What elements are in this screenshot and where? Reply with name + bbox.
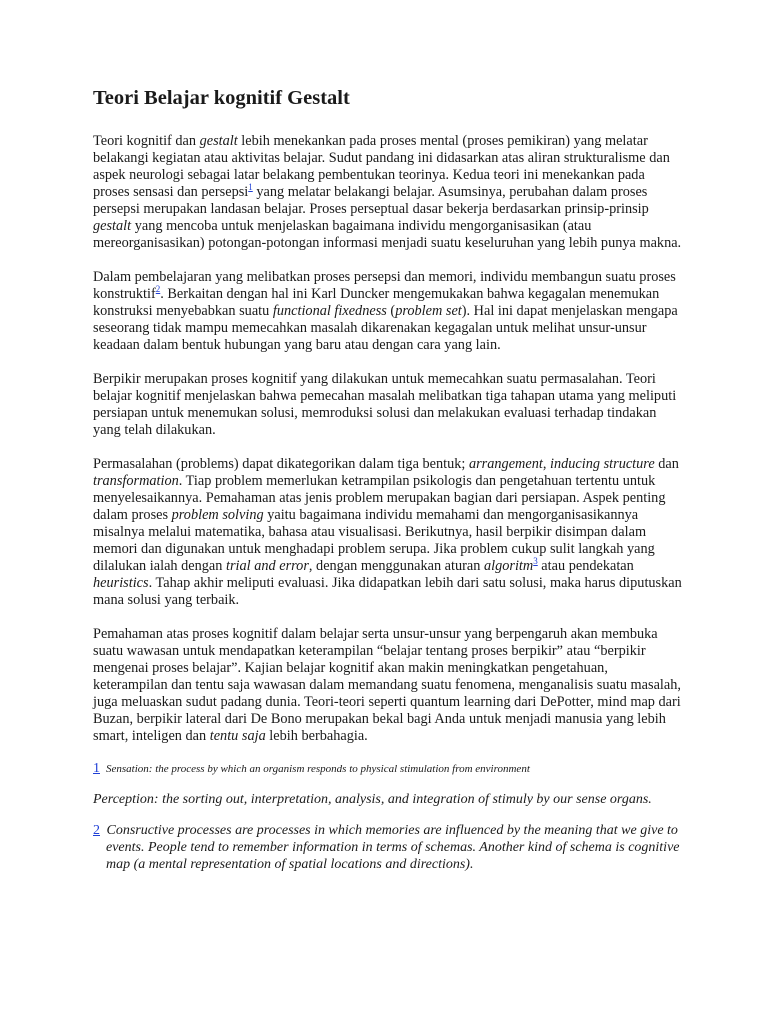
text: lebih menekankan pada proses mental (proses pemikiran) yang melatar belakangi kegiatan atau aktivitas belajar. Sudut pandang ini didasarkan atas aliran strukturalisme dan aspek neurologi sebagai latar belakang pembentukan teorinya. Kedua teori ini menekankan pada proses sensasi dan persepsi	[93, 132, 670, 200]
footnote-1-number[interactable]: 1	[93, 760, 100, 776]
text: yang melatar belakangi belajar. Asumsinya, perubahan dalam proses persepsi merupakan landasan belajar. Proses perseptual dasar bekerja berdasarkan prinsip-prinsip	[93, 183, 649, 217]
text: Permasalahan (problems) dapat dikategorikan dalam tiga bentuk;	[93, 455, 469, 472]
paragraph-2	[93, 269, 683, 354]
text: , dengan menggunakan aturan	[308, 557, 484, 574]
paragraph-5	[93, 626, 683, 745]
paragraph-3: Berpikir merupakan proses kognitif yang dilakukan untuk memecahkan suatu permasalahan. Teori belajar kognitif menjelaskan bahwa pemecahan masalah melibatkan tiga tahapan utama yang meliputi persiapan untuk menemukan solusi, memroduksi solusi dan melakukan evaluasi terhadap tindakan yang telah dilakukan.	[93, 370, 677, 438]
italic-text: transformation	[93, 472, 179, 489]
footnote-link[interactable]: 3	[533, 555, 538, 566]
footnote-2	[93, 822, 683, 873]
footnote-2-number[interactable]: 2	[93, 822, 100, 838]
italic-text: problem set	[395, 302, 462, 319]
footnote-1	[93, 762, 683, 776]
italic-text: functional fixedness	[272, 302, 387, 319]
paragraph-4	[93, 456, 683, 609]
italic-text: problem solving	[171, 506, 264, 523]
text: lebih berbahagia.	[265, 727, 368, 744]
italic-text: inducing structure	[549, 455, 655, 472]
footnote-link[interactable]: 1	[248, 181, 253, 192]
italic-text: trial and error	[226, 557, 309, 574]
text: . Tahap akhir meliputi evaluasi. Jika didapatkan lebih dari satu solusi, maka harus diputuskan mana solusi yang terbaik.	[93, 574, 682, 608]
document-body	[93, 86, 683, 873]
italic-text: gestalt	[199, 132, 238, 149]
italic-text: heuristics	[93, 574, 149, 591]
paragraph-1	[93, 133, 683, 252]
perception-definition: Perception: the sorting out, interpretation, analysis, and integration of stimuly by our sense organs.	[93, 791, 652, 807]
footnote-1-text: Sensation: the process by which an organism responds to physical stimulation from environment	[106, 762, 530, 775]
text: ). Hal ini dapat menjelaskan mengapa seseorang tidak mampu memecahkan masalah dikarenakan kegagalan untuk melihat unsur-unsur keadaan dalam bentuk hubungan yang baru atau dengan cara yang lain.	[93, 302, 678, 353]
text: yang mencoba untuk menjelaskan bagaimana individu mengorganisasikan (atau mereorganisasikan) potongan-potongan informasi menjadi suatu keseluruhan yang lebih punya makna.	[93, 217, 682, 251]
text: Teori kognitif dan	[93, 132, 200, 149]
text: dan	[654, 455, 679, 472]
text: Pemahaman atas proses kognitif dalam belajar serta unsur-unsur yang berpengaruh akan membuka suatu wawasan untuk mendapatkan keterampilan “belajar tentang proses berpikir” atau “berpikir mengenai proses belajar”. Kajian belajar kognitif akan makin meningkatkan pengetahuan, keterampilan dan tentu saja wawasan dalam memandang suatu fenomena, menganalisis suatu masalah, juga meluaskan sudut padang dunia. Teori-teori seperti quantum learning dari DePotter, mind map dari Buzan, berpikir lateral dari De Bono merupakan bekal bagi Anda untuk menjadi manusia yang lebih smart, inteligen dan	[93, 625, 681, 744]
italic-text: algoritm	[483, 557, 534, 574]
text: . Berkaitan dengan hal ini Karl Duncker mengemukakan bahwa kegagalan menemukan konstruksi menyebabkan suatu	[93, 285, 660, 319]
text: . Tiap problem memerlukan ketrampilan psikologis dan pengetahuan tertentu untuk menyelesaikannya. Pemahaman atas jenis problem merupakan bagian dari persiapan. Aspek penting dalam proses	[93, 472, 666, 523]
text: ,	[542, 455, 550, 472]
page-title: Teori Belajar kognitif Gestalt	[93, 87, 350, 109]
text: atau pendekatan	[537, 557, 634, 574]
italic-text: arrangement	[468, 455, 543, 472]
italic-text: tentu saja	[209, 727, 266, 744]
text: (	[386, 302, 396, 319]
footnote-link[interactable]: 2	[155, 283, 161, 294]
text: Dalam pembelajaran yang melibatkan proses persepsi dan memori, individu membangun suatu proses konstruktif	[93, 268, 676, 302]
text: yaitu bagaimana individu memahami dan mengorganisasikannya misalnya melalui matematika, bahasa atau visualisasi. Berikutnya, hasil berpikir disimpan dalam memori dan digunakan untuk menghadapi problem serupa. Jika problem cukup sulit langkah yang dilalukan ialah dengan	[93, 506, 655, 574]
italic-text: gestalt	[93, 217, 132, 234]
footnote-2-text: Consructive processes are processes in which memories are influenced by the meaning that we give to events. People tend to remember information in terms of schemas. Another kind of schema is cognitive map (a mental representation of spatial locations and directions).	[106, 822, 680, 872]
